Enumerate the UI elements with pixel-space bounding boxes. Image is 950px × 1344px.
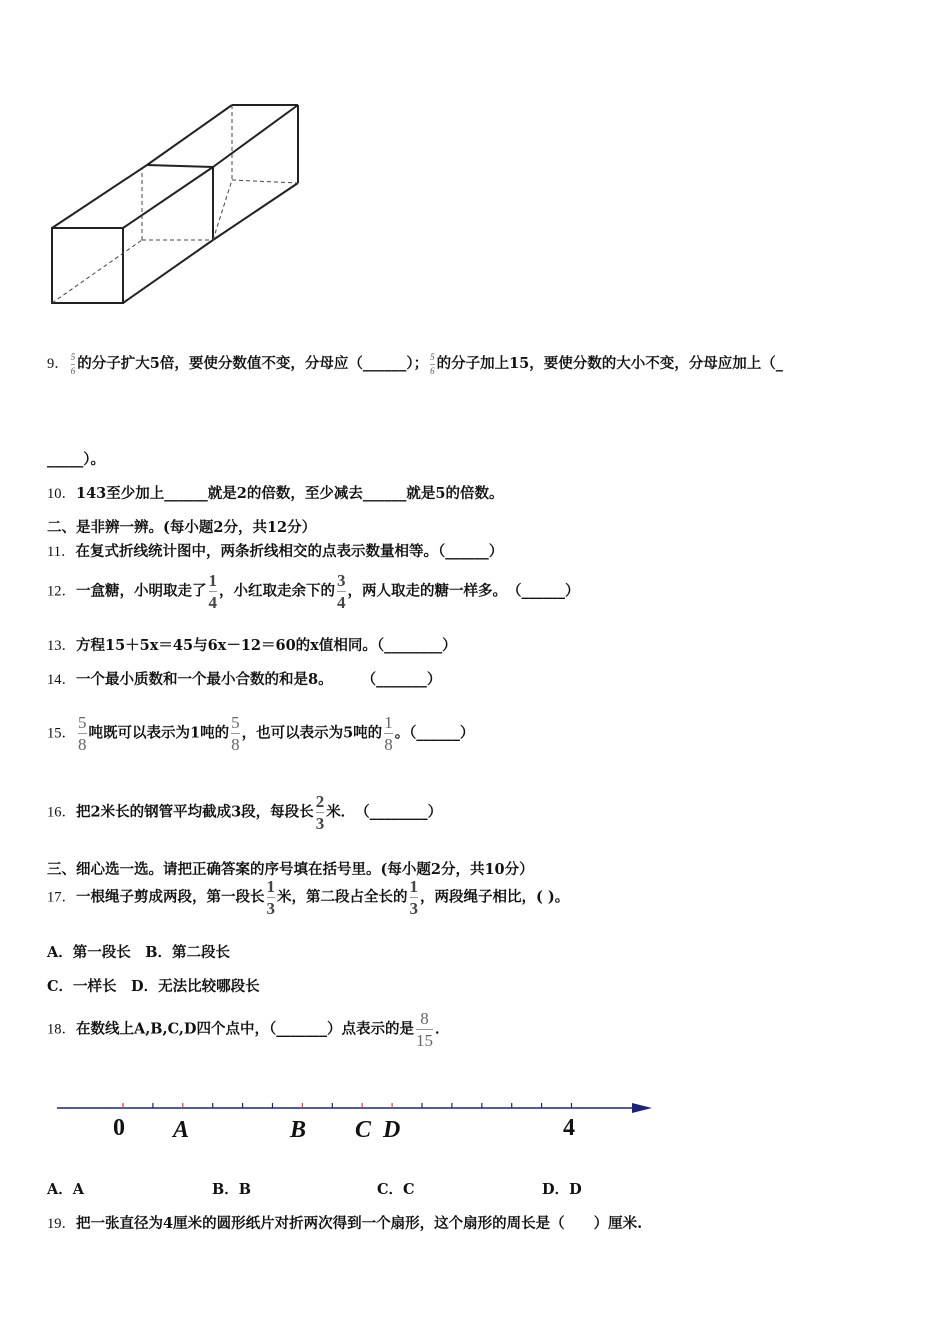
option-d: D．D (542, 1181, 582, 1198)
numerator: 5 (70, 351, 76, 362)
section-heading: 二、是非辨一辨。(每小题2分，共12分） (47, 519, 317, 536)
numerator: 2 (315, 792, 325, 811)
fraction (337, 572, 346, 611)
numerator: 1 (384, 713, 393, 732)
question-13 (47, 634, 457, 655)
q-text: 把一张直径为4厘米的圆形纸片对折两次得到一个扇形，这个扇形的周长是（ ）厘米. (76, 1215, 643, 1232)
q-text: 米． （________） (326, 803, 443, 821)
question-18 (47, 1010, 450, 1049)
denominator: 3 (409, 899, 418, 918)
denominator: 8 (78, 735, 87, 754)
q-text: ． (435, 1020, 450, 1038)
denominator: 3 (266, 899, 275, 918)
q-text: ，也可以表示为5吨的 (241, 724, 383, 742)
fraction (209, 572, 218, 611)
option-b: B．B (212, 1181, 252, 1198)
q-number: 16． (47, 804, 76, 821)
denominator: 8 (384, 735, 393, 754)
q-text: 吨既可以表示为1吨的 (88, 724, 230, 742)
question-19 (47, 1212, 642, 1233)
numerator: 5 (430, 351, 435, 362)
denominator: 8 (231, 735, 240, 754)
q-text: ，小红取走余下的 (219, 582, 335, 600)
question-9-continued: _____）。 (47, 451, 105, 468)
question-12 (47, 572, 580, 611)
q-number: 12． (47, 583, 76, 600)
denominator: 6 (70, 365, 76, 376)
q-text: 在数线上A,B,C,D四个点中，（_______）点表示的是 (76, 1020, 415, 1038)
question-11 (47, 540, 503, 561)
options-cd: C．一样长 D．无法比较哪段长 (47, 978, 260, 995)
options-ab: A．第一段长 B．第二段长 (47, 944, 231, 961)
q-text: 把2米长的钢管平均截成3段，每段长 (76, 803, 314, 821)
fraction (384, 714, 393, 753)
label-a: A (173, 1117, 190, 1143)
question-14 (47, 668, 441, 689)
q-number: 19． (47, 1216, 76, 1232)
q-number: 10． (47, 486, 76, 502)
q-text: ，两人取走的糖一样多。 （______） (347, 582, 580, 600)
q-text: 一个最小质数和一个最小合数的和是8。 （_______） (76, 671, 442, 688)
q-text: 143至少加上______就是2的倍数，至少减去______就是5的倍数。 (76, 485, 504, 502)
q-text: 的分子加上15，要使分数的大小不变，分母应加上（_ (436, 355, 784, 372)
question-17 (47, 878, 569, 917)
question-9 (47, 352, 783, 376)
denominator: 15 (416, 1031, 434, 1050)
option-c: C．C (377, 1181, 415, 1198)
fraction (78, 714, 87, 753)
question-16 (47, 793, 442, 832)
q-number: 15． (47, 725, 76, 742)
fraction (416, 1010, 433, 1049)
label-4: 4 (563, 1115, 575, 1141)
number-line (0, 1090, 700, 1150)
q-text: 一根绳子剪成两段，第一段长 (76, 888, 265, 906)
numerator: 5 (78, 713, 87, 732)
fraction (410, 878, 419, 917)
numerator: 1 (409, 877, 418, 896)
option-a: A．A (47, 1181, 85, 1198)
q-text: 米，第二段占全长的 (277, 888, 408, 906)
numerator: 5 (231, 713, 240, 732)
numerator: 1 (208, 571, 217, 590)
q-text: 一盒糖，小明取走了 (76, 582, 207, 600)
q-text: 的分子扩大5倍，要使分数值不变，分母应（______）； (77, 355, 429, 372)
q-number: 18． (47, 1021, 76, 1038)
denominator: 6 (430, 365, 435, 376)
label-b: B (290, 1117, 307, 1143)
label-c: C (355, 1117, 372, 1143)
arrow-icon (632, 1103, 652, 1113)
fraction (316, 793, 325, 832)
q-text: ，两段绳子相比，( )。 (420, 888, 570, 906)
label-d: D (383, 1117, 401, 1143)
section-heading: 三、细心选一选。请把正确答案的序号填在括号里。(每小题2分，共10分） (47, 861, 534, 878)
q-number: 14． (47, 672, 76, 688)
q-number: 11． (47, 544, 76, 560)
fraction (71, 353, 76, 376)
denominator: 4 (208, 593, 217, 612)
question-10 (47, 482, 503, 503)
question-15 (47, 714, 474, 753)
denominator: 4 (337, 593, 346, 612)
numerator: 3 (337, 571, 346, 590)
q-text: 在复式折线统计图中，两条折线相交的点表示数量相等。（______） (75, 543, 504, 560)
fraction (231, 714, 240, 753)
q-text: 方程15＋5x＝45与6x－12＝60的x值相同。（________） (76, 637, 457, 654)
fraction (267, 878, 276, 917)
q-number: 17． (47, 889, 76, 906)
numerator: 8 (420, 1009, 429, 1028)
q-text: 。（______） (394, 724, 475, 742)
q-number: 9． (47, 356, 69, 372)
denominator: 3 (315, 814, 325, 833)
numerator: 1 (266, 877, 275, 896)
fraction (430, 353, 435, 376)
q-number: 13． (47, 638, 76, 654)
cuboid-figure (45, 100, 305, 310)
label-0: 0 (113, 1115, 125, 1141)
